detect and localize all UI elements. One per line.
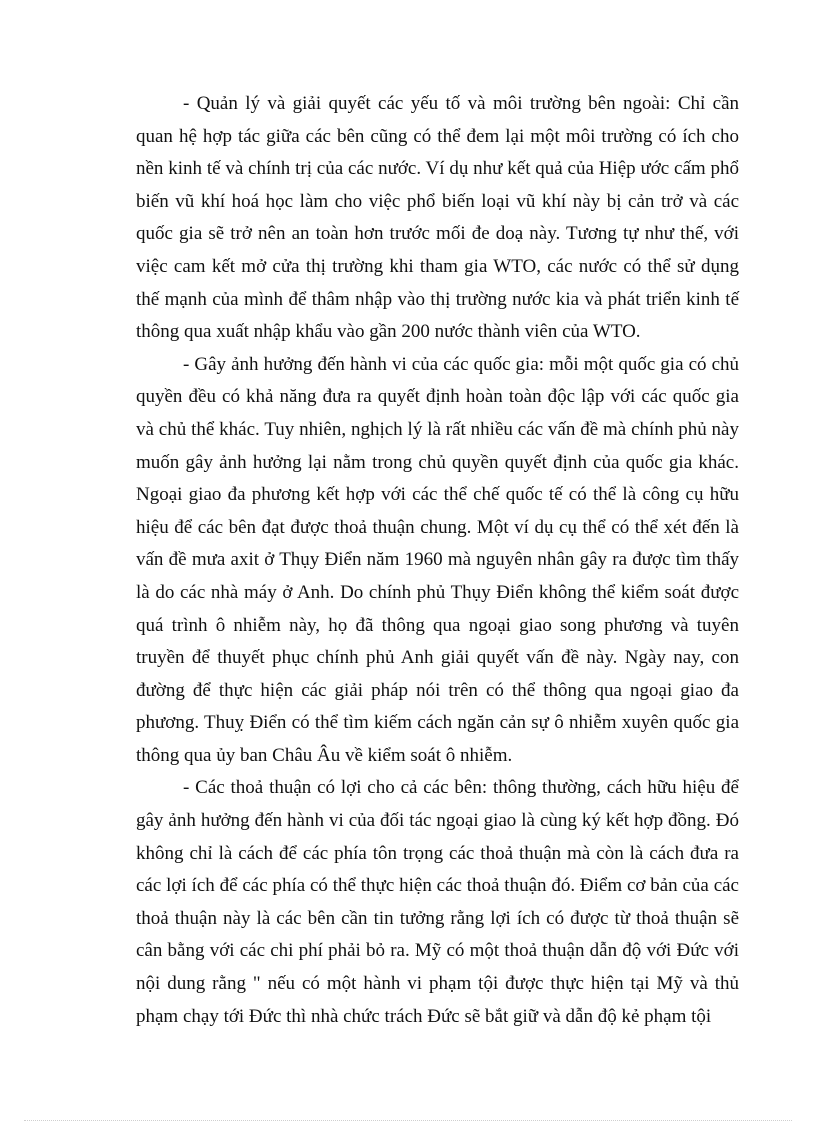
paragraph-agreements: - Các thoả thuận có lợi cho cả các bên: thông thường, cách hữu hiệu để gây ảnh hưởng đến hành vi của đối tác ngoại giao là cùng ký kết hợp đồng. Đó không chỉ là cách để các phía tôn trọng các thoả thuận mà còn là cách đưa ra các lợi ích để các phía có thể thực hiện các thoả thuận đó. Điểm cơ bản của các thoả thuận này là các bên cần tin tưởng rằng lợi ích có được từ thoả thuận sẽ cân bằng với các chi phí phải bỏ ra. Mỹ có một thoả thuận dẫn độ với Đức với nội dung rằng " nếu có một hành vi phạm tội được thực hiện tại Mỹ và thủ phạm chạy tới Đức thì nhà chức trách Đức sẽ bắt giữ và dẫn độ kẻ phạm tội: [136, 777, 739, 1027]
body-text: [136, 88, 739, 1033]
paragraph-influence: - Gây ảnh hưởng đến hành vi của các quốc gia: mỗi một quốc gia có chủ quyền đều có khả năng đưa ra quyết định hoàn toàn độc lập với các quốc gia và chủ thể khác. Tuy nhiên, nghịch lý là rất nhiều các vấn đề mà chính phủ này muốn gây ảnh hưởng lại nằm trong chủ quyền quyết định của quốc gia khác. Ngoại giao đa phương kết hợp với các thể chế quốc tế có thể là công cụ hữu hiệu để các bên đạt được thoả thuận chung. Một ví dụ cụ thể có thể xét đến là vấn đề mưa axit ở Thụy Điển năm 1960 mà nguyên nhân gây ra được tìm thấy là do các nhà máy ở Anh. Do chính phủ Thụy Điển không thể kiểm soát được quá trình ô nhiễm này, họ đã thông qua ngoại giao song phương và tuyên truyền để thuyết phục chính phủ Anh giải quyết vấn đề này. Ngày nay, con đường để thực hiện các giải pháp nói trên có thể thông qua ngoại giao đa phương. Thuỵ Điển có thể tìm kiếm cách ngăn cản sự ô nhiễm xuyên quốc gia thông qua ủy ban Châu Âu về kiểm soát ô nhiễm.: [136, 353, 739, 766]
paragraph-environment: - Quản lý và giải quyết các yếu tố và môi trường bên ngoài: Chỉ cần quan hệ hợp tác giữa các bên cũng có thể đem lại một môi trường có ích cho nền kinh tế và chính trị của các nước. Ví dụ như kết quả của Hiệp ước cấm phổ biến vũ khí hoá học làm cho việc phổ biến loại vũ khí này bị cản trở và các quốc gia sẽ trở nên an toàn hơn trước mối đe doạ này. Tương tự như thế, với việc cam kết mở cửa thị trường khi tham gia WTO, các nước có thể sử dụng thế mạnh của mình để thâm nhập vào thị trường nước kia và phát triển kinh tế thông qua xuất nhập khẩu vào gần 200 nước thành viên của WTO.: [136, 93, 739, 343]
page-bottom-divider: [24, 1120, 792, 1121]
